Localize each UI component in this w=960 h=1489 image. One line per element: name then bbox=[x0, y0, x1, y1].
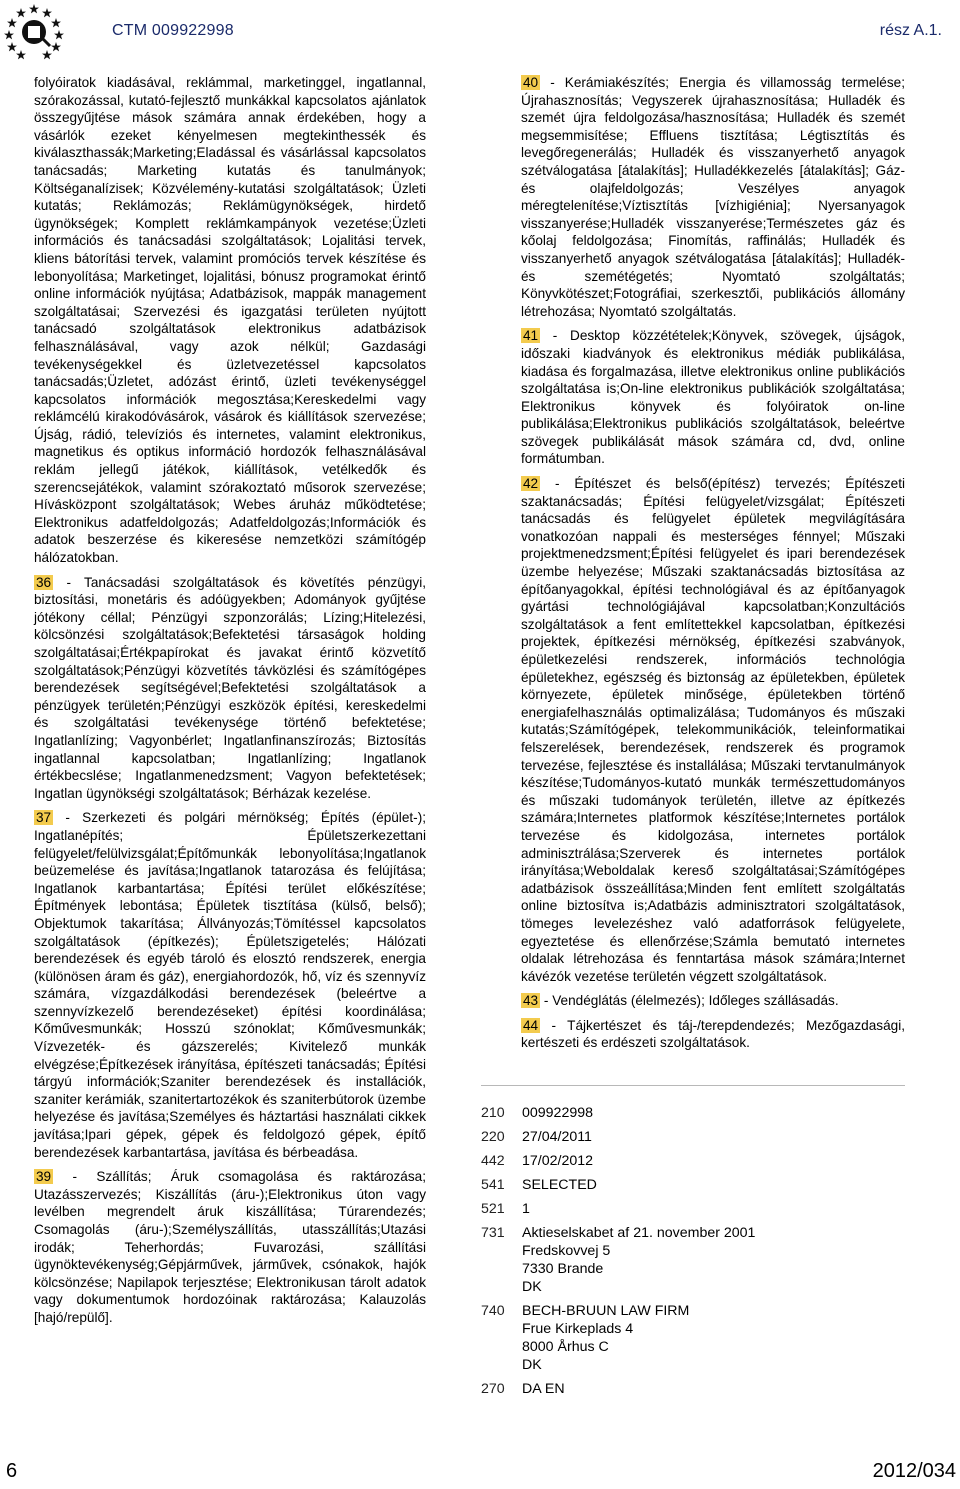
logo-star bbox=[4, 30, 14, 39]
class-text: - Vendéglátás (élelmezés); Időleges szállásadás. bbox=[540, 993, 839, 1009]
class-number-badge: 40 bbox=[523, 75, 539, 90]
class-39-paragraph bbox=[34, 1168, 426, 1326]
class-number-badge: 39 bbox=[36, 1169, 52, 1185]
publication-number: CTM 009922998 bbox=[112, 22, 234, 39]
logo-star bbox=[7, 42, 17, 51]
section-divider bbox=[481, 1085, 905, 1086]
class-text: - Építészet és belső(építész) tervezés; Építészeti szaktanácsadás; Építési felügyelet/vizsgálat; Építészeti tanácsadás és felügyelet épületek megvilágítására vonatkozóan nappali és mesterséges fénnyel; Műszaki projektmenedzsment;Építési felügyelet és ipari berendezések üzembe helyezése; Műszaki szaktanácsadás biztosítása az építőanyagokkal, építési technológiával és az építőanyagok gyártási technológiájával kapcsolatban;Konzultációs szolgáltatások a fent említettekkel kapcsolatban, építkezési projektek, építkezési mérnökség, építkezési szabványok, épületkezelési rendszerek, információs technológia épületekhez, egészség és biztonság az épületekben, épületek környezete, épületek minősége, épületekben történő energiafelhasználás optimalizálása; Tudományos és műszaki kutatás;Számítógépek, telekommunikációk, teleinformatikai felszerelések, berendezések, rendszerek és programok tervezése, fejlesztése és installálása; Műszaki tervtanulmányok készítése;Tudományos-kutató munkák természettudományos és műszaki tudományok területén, illetve az építkezés számára;Internetes platformok készítése;Internetes portálok tervezése és kidolgozása, internetes portálok adminisztrálása;Szerverek és internetes portálok irányítása;Weboldalak kereső szolgáltatásai;Számítógépes adatbázisok összeállítása;Minden fent említett szolgáltatás online biztosítva is;Adatbázis adminisztratori szolgáltatások, tömeges levelezéshez való adatforrások felügyelete, egyeztetése és ellenőrzése;Számla bemutató internetes oldalak létrehozása és fenntartása mások számára;Internet kávézók vezetése területén végzett szolgáltatások. bbox=[521, 476, 905, 984]
logo-star bbox=[7, 18, 17, 27]
logo-star bbox=[51, 42, 61, 51]
meta-row bbox=[481, 1152, 921, 1170]
class-44-paragraph bbox=[521, 1017, 905, 1052]
logo-star bbox=[29, 4, 39, 13]
inid-code: 521 bbox=[481, 1201, 505, 1217]
class-text: - Kerámiakészítés; Energia és villamosság termelése; Újrahasznosítás; Vegyszerek újrahasznosítása; Hulladék és szemét újra feldolgozása/hasznosítása; Hulladék és szemét megsemmisítése; Effluens tisztítása; Légtisztítás és levegőregenerálás; Hulladék és visszanyerhető anyagok szétválogatása [átalakítás]; Hulladékkezelés [átalakítás]; Gáz- és olajfeldolgozás; Veszélyes anyagok méregtelenítése;Víztisztítás [vízhigiénia]; Nyersanyagok visszanyerése;Hulladék visszanyerése;Természetes gáz és kőolaj feldolgozása; Finomítás, raffinálás; Hulladék és visszanyerhető anyagok szétválogatása [átalakítás]; Hulladék- és szemétégetés; Nyomtató szolgáltatás; Könyvkötészet;Fotográfiai, szerkesztői, publikációs állomány létrehozása; Nyomtató szolgáltatás. bbox=[521, 75, 905, 319]
inid-value: BECH-BRUUN LAW FIRM Frue Kirkeplads 4 8000 Århus C DK bbox=[522, 1303, 690, 1373]
meta-row bbox=[481, 1176, 921, 1194]
class-text: - Tájkertészet és táj-/terepdendezés; Mezőgazdasági, kertészeti és erdészeti szolgáltatások. bbox=[521, 1017, 905, 1051]
meta-row bbox=[481, 1380, 921, 1398]
meta-row bbox=[481, 1302, 921, 1374]
eu-trademark-logo bbox=[2, 2, 66, 62]
part-label: rész A.1. bbox=[879, 22, 942, 39]
inid-code: 541 bbox=[481, 1177, 505, 1193]
class35-continuation: folyóiratok kiadásával, reklámmal, marketinggel, ingatlannal, szórakozással, kutató-fejlesztő munkákkal kapcsolatos ajánlatok összegyűjtése mások számára annak érdekében, hogy a vásárlók ezeket kényelmesen megtekinthessék és kiválaszthassák;Marketing;Eladással és vásárlással kapcsolatos tanácsadás; Marketing kutatás és tanulmányok; Költséganalízisek; Közvélemény-kutatási szolgáltatások; Üzleti kutatás; Reklámozás; Reklámügynökségek, hirdető ügynökségek; Komplett reklámkampányok vezetése;Üzleti információs és tanácsadási szolgáltatások; Lojalitási tervek, kliens bátorítási tervek, valamint promóciós tervek készítése és lebonyolítása; Marketinget, lojalitási, bónusz programokat érintő online információk nyújtása; Adatbázisok, mappák management szolgáltatásai; Szervezési és igazgatási területen nyújtott tanácsadó szolgáltatások elektronikus adatbázisok felhasználásával, vagy azok nélkül; Gazdasági tevékenységekkel és üzletvezetéssel kapcsolatos tanácsadás;Üzletet, adózást érintő, üzleti tevékenységgel kapcsolatos információk megosztása;Kereskedelmi vagy reklámcélú kirakodóvásárok, vásárok és kiállítások szervezése; Újság, rádió, televíziós és internetes, valamint elektronikus, magnetikus és optikus információ hordozók felhasználásával reklám jellegű játékok, kiállítások, vetélkedők és szerencsejátékok, valamint szórakoztató műsorok szervezése; Hívásközpont szolgáltatások; Webes áruház működtetése; Elektronikus adatfeldolgozás; Adatfeldolgozás;Információk és adatok beszerzése és kikeresése nemzetközi számítógép hálózatokban. bbox=[34, 75, 426, 566]
inid-value: SELECTED bbox=[522, 1177, 597, 1193]
inid-code: 220 bbox=[481, 1129, 505, 1145]
class-number-badge: 37 bbox=[36, 810, 52, 826]
page-number: 6 bbox=[6, 1460, 18, 1482]
logo-star bbox=[54, 30, 64, 39]
class-37-paragraph bbox=[34, 809, 426, 1161]
bibliographic-data bbox=[481, 1104, 921, 1404]
class-41-paragraph bbox=[521, 327, 905, 468]
meta-row bbox=[481, 1224, 921, 1296]
inid-value: DA EN bbox=[522, 1381, 565, 1397]
inid-code: 740 bbox=[481, 1303, 505, 1319]
class-number-badge: 42 bbox=[523, 476, 539, 492]
class-43-paragraph bbox=[521, 992, 905, 1010]
class-36-paragraph bbox=[34, 574, 426, 803]
meta-row bbox=[481, 1104, 921, 1122]
inid-value: 1 bbox=[522, 1201, 530, 1217]
class-text: - Szerkezeti és polgári mérnökség; Építés (épület-); Ingatlanépítés; Épületszerkezettani felügyelet/felülvizsgálat;Építőmunkák lebonyolítása;Ingatlanok beüzemelése és javítása;Ingatlanok tatarozása és felújítása; Ingatlanok karbantartása; Építési terület előkészítése; Építmények lebontása; Épületek tisztítása (külső, belső); Objektumok takarítása; Állványozás;Tömítéssel kapcsolatos szolgáltatások (építkezés); Épületszigetelés; Hálózati berendezések és egyéb tároló és elosztó rendszerek, energia (különösen áram és gáz), energiahordozók, hő, víz és szennyvíz számára, vízgazdálkodási berendezések (beleértve a szennyvízkezelő berendezéseket) építési koordinálása; Kőművesmunkák; Hosszú szónoklat; Kőművesmunkák; Vízvezeték- és gázszerelés; Kivitelező munkák elvégzése;Építkezések irányítása, építészeti tanácsadás; Építési tárgyú információk;Szaniter berendezések és installációk, szaniter kerámiák, szanitertartozékok és szaniterbútorok üzembe helyezése és javítása;Személyes és háztartási használati cikkek javítása;Ipari gépek, gépek és feldolgozó gépek, építő berendezések karbantartása, javítása és bérbeadása. bbox=[34, 810, 426, 1160]
class-40-paragraph bbox=[521, 74, 905, 320]
class-text: - Tanácsadási szolgáltatások és követítés pénzügyi, biztosítási, monetáris és adóügyekben; Adományok gyűjtése jótékony céllal; Pénzügyi szponzorálás; Lízing;Hitelezési, kölcsönzési szolgáltatások;Befektetési társaságok holding szolgáltatásai;Értékpapírokat és javakat érintő közvetítő szolgáltatások;Pénzügyi közvetítés távközlési és számítógépes berendezések segítségével;Befektetési szolgáltatások a pénzügyek területén;Pénzügyi eszközök építési, kereskedelmi és szolgáltatási tevékenysége történő befektetése; Ingatlanlízing; Vagyonbérlet; Ingatlanfinanszírozás; Biztosítás ingatlannal kapcsolatban; Ingatlanlízing; Ingatlanok értékbecslése; Ingatlanmenedzsment; Vagyon befektetések; Ingatlan ügynökségi szolgáltatások; Bérházak kezelése. bbox=[34, 574, 426, 801]
class-42-paragraph bbox=[521, 475, 905, 985]
inid-value: 27/04/2011 bbox=[522, 1129, 592, 1145]
logo-star bbox=[16, 8, 26, 17]
inid-value: 17/02/2012 bbox=[522, 1153, 594, 1169]
inid-code: 270 bbox=[481, 1381, 505, 1397]
class-number-badge: 44 bbox=[523, 1017, 539, 1033]
right-column bbox=[521, 74, 905, 1059]
logo-star bbox=[16, 50, 26, 59]
inid-code: 210 bbox=[481, 1105, 505, 1121]
class-number-badge: 41 bbox=[523, 328, 539, 344]
meta-row bbox=[481, 1128, 921, 1146]
bulletin-issue: 2012/034 bbox=[872, 1460, 956, 1482]
page-header bbox=[0, 0, 960, 64]
inid-code: 442 bbox=[481, 1153, 505, 1169]
left-column bbox=[34, 74, 426, 1334]
inid-code: 731 bbox=[481, 1225, 505, 1241]
class-text: - Desktop közzétételek;Könyvek, szövegek, újságok, időszaki kiadványok és elektronikus médiák publikálása, kiadása és forgalmazása, illetve elektronikus online publikációs szolgáltatása is;On-line elektronikus publikációk szolgáltatása; Elektronikus könyvek és folyóiratok on-line publikálása;Elektronikus publikációs szolgáltatások, beleértve szövegek publikálását mások számára cd, dvd, online formátumban. bbox=[521, 328, 905, 467]
class-number-badge: 36 bbox=[36, 574, 52, 590]
class-number-badge: 43 bbox=[523, 993, 539, 1009]
meta-row bbox=[481, 1200, 921, 1218]
logo-star bbox=[42, 50, 52, 59]
inid-value: Aktieselskabet af 21. november 2001 Fredskovvej 5 7330 Brande DK bbox=[522, 1225, 756, 1295]
logo-star bbox=[42, 8, 52, 17]
inid-value: 009922998 bbox=[522, 1105, 594, 1121]
class-text: - Szállítás; Áruk csomagolása és raktározása; Utazásszervezés; Kiszállítás (áru-);Elektronikus úton vagy levélben megrendelt áruk kiszállítása; Túrarendezés; Csomagolás (áru-);Személyszállítás, utasszállítás;Utazási irodák; Teherhordás; Fuvarozási, szállítási ügynöktevékenység;Gépjárművek, járművek, csónakok, hajók kölcsönzése; Napilapok terjesztése; Elektronikusan tárolt adatok vagy dokumentumok hordozóinak raktározása; Kalauzolás [hajó/repülő]. bbox=[34, 1169, 426, 1325]
logo-star bbox=[51, 18, 61, 27]
